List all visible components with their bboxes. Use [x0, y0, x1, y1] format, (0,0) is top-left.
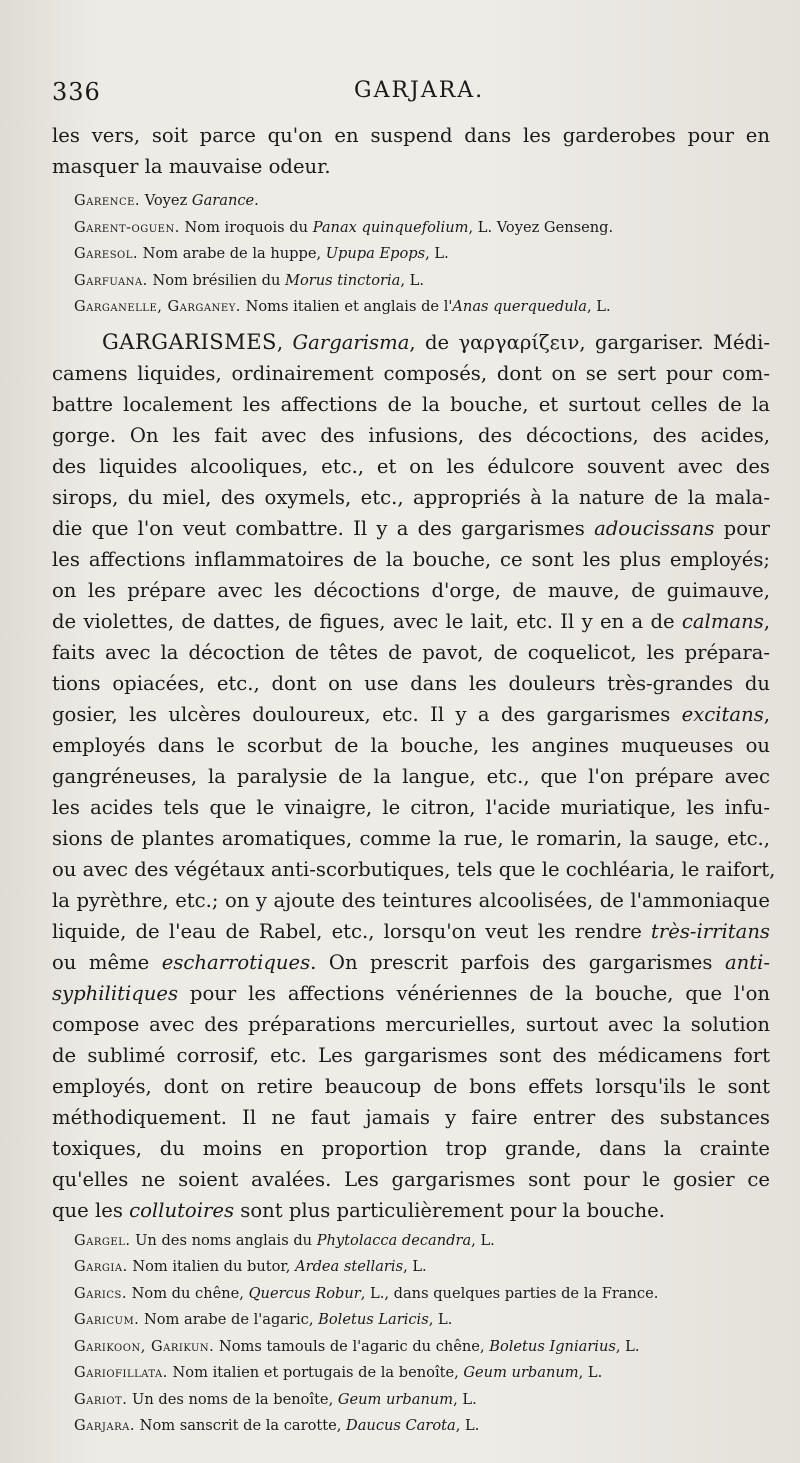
page-number: 336: [52, 78, 101, 106]
entry-headword: Gariofillata.: [74, 1364, 168, 1381]
entry-text: Nom sanscrit de la carotte,: [135, 1417, 347, 1434]
entry-tail: , L., dans quelques parties de la France.: [360, 1284, 659, 1302]
entry-headword: Garganelle, Garganey.: [74, 298, 241, 315]
article-headword: GARGARISMES: [102, 329, 277, 354]
article-line: battre localement les affections de la bouche, et surtout celles de la: [52, 392, 770, 416]
entry-text: Un des noms anglais du: [130, 1231, 317, 1249]
dictionary-entry: [52, 1334, 770, 1361]
entry-headword: Gargel.: [74, 1231, 131, 1249]
dictionary-entry: [52, 268, 770, 295]
entry-latin-name: Panax quinquefolium: [312, 218, 469, 236]
italic-term: excitans: [681, 702, 764, 726]
text-line: masquer la mauvaise odeur.: [52, 155, 331, 178]
entry-tail: , L.: [425, 245, 449, 262]
dictionary-entry: [52, 1228, 770, 1255]
entry-headword: Garence.: [74, 192, 141, 209]
entry-headword: Garicum.: [74, 1311, 140, 1328]
entry-tail: , L. Voyez Genseng.: [468, 218, 614, 236]
running-title: GARJARA.: [354, 78, 485, 103]
entry-headword: Garfuana.: [74, 271, 148, 289]
entry-headword: Garjara.: [74, 1417, 136, 1434]
italic-term: Gargarisma: [292, 330, 410, 354]
entry-tail: , L.: [455, 1417, 480, 1434]
entry-text: Nom du chêne,: [127, 1284, 249, 1302]
entry-latin-name: Geum urbanum: [337, 1390, 454, 1408]
entry-latin-name: Upupa Epops: [325, 245, 426, 262]
continuation-paragraph: [52, 120, 770, 182]
dictionary-entry: [52, 215, 770, 242]
article-line: les affections inflammatoires de la bouche, ce sont les plus employés;: [52, 547, 770, 571]
dictionary-entry: [52, 1387, 770, 1414]
dictionary-entry: [52, 188, 770, 215]
article-line: de violettes, de dattes, de figues, avec le lait, etc. Il y en a de calmans,: [52, 609, 770, 633]
article-line: méthodiquement. Il ne faut jamais y faire entrer des substances: [52, 1105, 770, 1129]
entry-headword: Gargia.: [74, 1258, 128, 1275]
article-line: toxiques, du moins en proportion trop grande, dans la crainte: [52, 1136, 770, 1160]
italic-term: très-irritans: [650, 919, 770, 943]
entry-latin-name: Boletus Igniarius: [489, 1337, 616, 1355]
italic-term: escharrotiques: [161, 950, 311, 974]
dictionary-entry: [52, 1281, 770, 1308]
italic-term: adoucissans: [594, 516, 715, 540]
dictionary-entry: [52, 1413, 770, 1440]
article-line: de sublimé corrosif, etc. Les gargarismes sont des médicamens fort: [52, 1043, 770, 1067]
entry-headword: Gariot.: [74, 1390, 128, 1408]
article-gargarismes: [52, 327, 776, 1226]
article-line: camens liquides, ordinairement composés, dont on se sert pour com-: [52, 361, 770, 385]
italic-term: syphilitiques: [52, 981, 179, 1005]
article-line: gangréneuses, la paralysie de la langue, etc., que l'on prépare avec: [52, 764, 770, 788]
italic-term: collutoires: [129, 1198, 235, 1222]
italic-term: calmans: [681, 609, 764, 633]
article-line: gosier, les ulcères douloureux, etc. Il y a des gargarismes excitans,: [52, 702, 770, 726]
entry-tail: , L.: [428, 1311, 453, 1328]
entry-latin-name: Boletus Laricis: [318, 1311, 429, 1328]
entry-latin-name: Morus tinctoria: [285, 271, 401, 289]
bottom-entries: [52, 1228, 770, 1440]
entry-tail: , L.: [578, 1364, 603, 1381]
running-head: [52, 78, 770, 120]
entry-latin-name: Anas querquedula: [452, 298, 587, 315]
dictionary-entry: [52, 294, 770, 321]
article-line: employés, dont on retire beaucoup de bons effets lorsqu'ils le sont: [52, 1074, 770, 1098]
article-line: la pyrèthre, etc.; on y ajoute des teintures alcoolisées, de l'ammoniaque: [52, 888, 770, 912]
entry-text: Nom iroquois du: [179, 218, 313, 236]
top-entries: [52, 188, 770, 321]
entry-text: Noms italien et anglais de l': [240, 298, 453, 315]
entry-text: Nom italien et portugais de la benoîte,: [167, 1364, 464, 1381]
entry-text: Noms tamouls de l'agaric du chêne,: [214, 1337, 490, 1355]
italic-term: anti-: [724, 950, 770, 974]
article-line: liquide, de l'eau de Rabel, etc., lorsqu'on veut les rendre très-irritans: [52, 919, 770, 943]
article-line: sirops, du miel, des oxymels, etc., appropriés à la nature de la mala-: [52, 485, 770, 509]
entry-tail: , L.: [587, 298, 611, 315]
entry-headword: Garesol.: [74, 245, 139, 262]
article-line: compose avec des préparations mercurielles, surtout avec la solution: [52, 1012, 770, 1036]
entry-text: Un des noms de la benoîte,: [127, 1390, 338, 1408]
entry-text: Nom brésilien du: [147, 271, 285, 289]
article-line: die que l'on veut combattre. Il y a des gargarismes adoucissans pour: [52, 516, 770, 540]
text-line: les vers, soit parce qu'on en suspend dans les garderobes pour en: [52, 124, 770, 147]
entry-headword: Garikoon, Garikun.: [74, 1337, 215, 1355]
entry-text: Nom italien du butor,: [127, 1258, 296, 1275]
article-line: sions de plantes aromatiques, comme la rue, le romarin, la sauge, etc.,: [52, 826, 770, 850]
entry-tail: , L.: [453, 1390, 477, 1408]
dictionary-entry: [52, 1360, 770, 1387]
entry-tail: , L.: [400, 271, 424, 289]
article-line: syphilitiques pour les affections vénériennes de la bouche, que l'on: [52, 981, 770, 1005]
entry-headword: Garent-oguen.: [74, 218, 180, 236]
article-line: que les collutoires sont plus particulièrement pour la bouche.: [52, 1198, 665, 1222]
entry-latin-name: Phytolacca decandra: [316, 1231, 472, 1249]
article-line: GARGARISMES, Gargarisma, de γαργαρίζειν, gargariser. Médi-: [102, 329, 770, 354]
article-line: on les prépare avec les décoctions d'orge, de mauve, de guimauve,: [52, 578, 770, 602]
entry-latin-name: Geum urbanum: [463, 1364, 579, 1381]
dictionary-entry: [52, 1307, 770, 1334]
entry-text: Nom arabe de la huppe,: [138, 245, 326, 262]
entry-text: Nom arabe de l'agaric,: [139, 1311, 319, 1328]
article-line: employés dans le scorbut de la bouche, les angines muqueuses ou: [52, 733, 770, 757]
entry-latin-name: Daucus Carota: [346, 1417, 456, 1434]
entry-tail: , L.: [471, 1231, 495, 1249]
article-line: ou avec des végétaux anti-scorbutiques, tels que le cochléaria, le raifort,: [52, 857, 776, 881]
entry-latin-name: Garance.: [191, 192, 259, 209]
dictionary-entry: [52, 1254, 770, 1281]
article-line: tions opiacées, etc., dont on use dans les douleurs très-grandes du: [52, 671, 770, 695]
entry-tail: , L.: [403, 1258, 427, 1275]
article-line: gorge. On les fait avec des infusions, des décoctions, des acides,: [52, 423, 770, 447]
article-line: les acides tels que le vinaigre, le citron, l'acide muriatique, les infu-: [52, 795, 770, 819]
article-line: faits avec la décoction de têtes de pavot, de coquelicot, les prépara-: [52, 640, 770, 664]
article-line: qu'elles ne soient avalées. Les gargarismes sont pour le gosier ce: [52, 1167, 770, 1191]
article-line: des liquides alcooliques, etc., et on les édulcore souvent avec des: [52, 454, 770, 478]
article-line: ou même escharrotiques. On prescrit parfois des gargarismes anti-: [52, 950, 770, 974]
entry-latin-name: Ardea stellaris: [295, 1258, 404, 1275]
entry-text: Voyez: [140, 192, 192, 209]
dictionary-entry: [52, 241, 770, 268]
entry-headword: Garics.: [74, 1284, 127, 1302]
entry-latin-name: Quercus Robur: [248, 1284, 361, 1302]
entry-tail: , L.: [615, 1337, 640, 1355]
